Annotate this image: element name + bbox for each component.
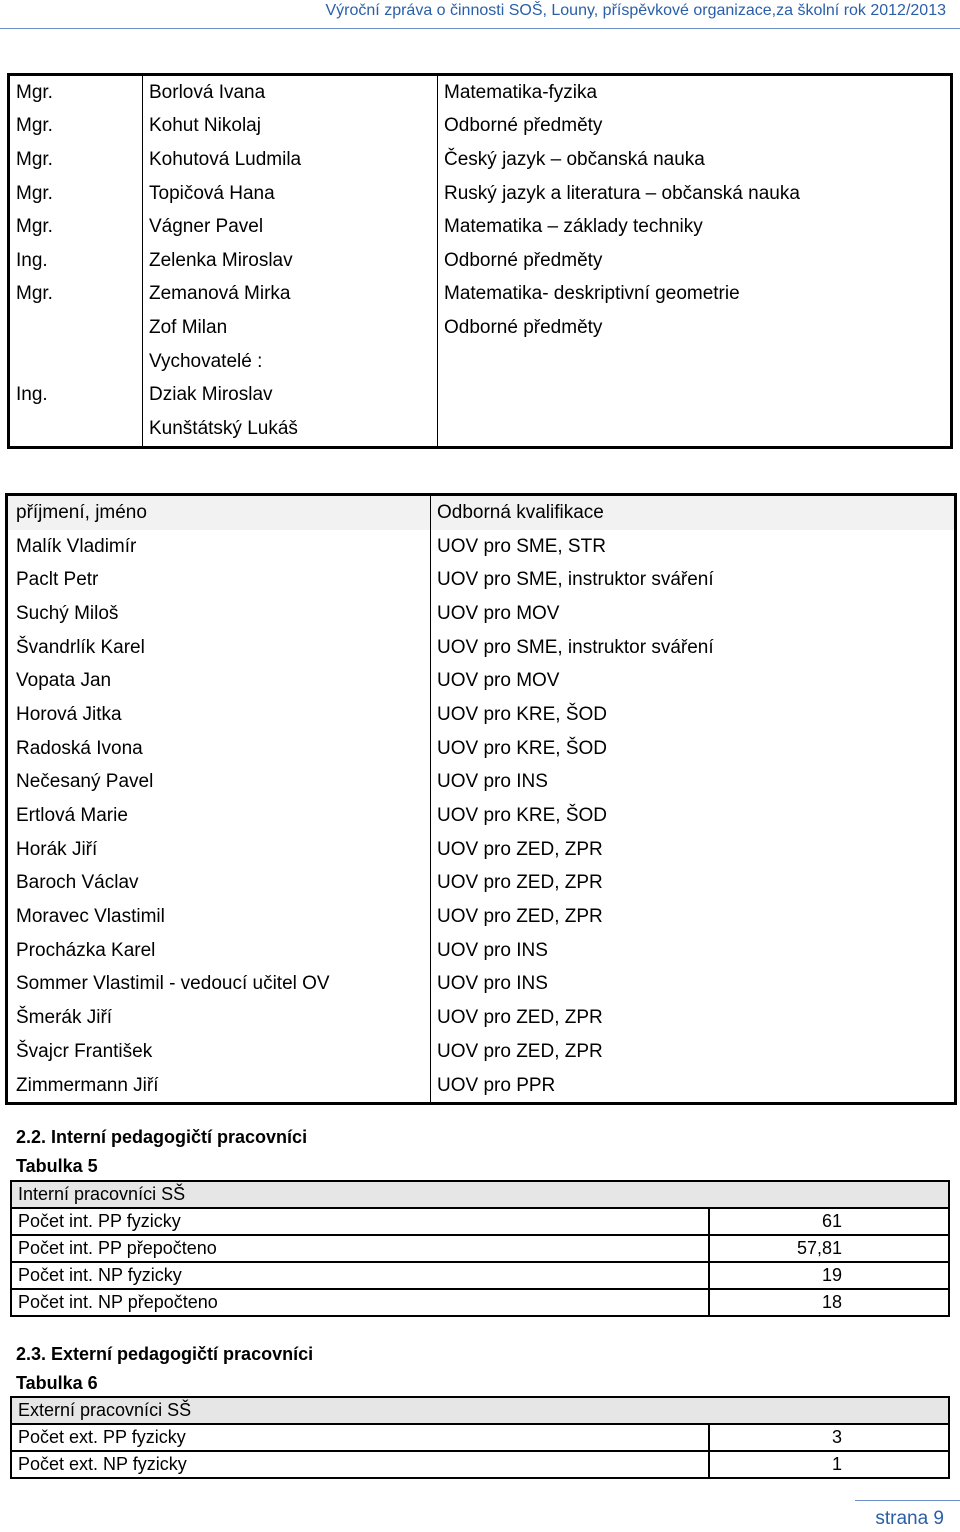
teacher-name: Zof Milan bbox=[143, 311, 438, 345]
instructor-name: Horák Jiří bbox=[7, 833, 431, 867]
table-row bbox=[7, 563, 956, 597]
instructor-name: Malík Vladimír bbox=[7, 530, 431, 564]
table-row bbox=[11, 1451, 949, 1478]
table-row bbox=[11, 1424, 949, 1451]
table-row bbox=[7, 597, 956, 631]
internal-staff-table bbox=[10, 1180, 950, 1317]
external-caption-row bbox=[11, 1397, 949, 1424]
instructor-name: Baroch Václav bbox=[7, 867, 431, 901]
table-row bbox=[7, 732, 956, 766]
instructor-qualification: UOV pro PPR bbox=[437, 1074, 556, 1096]
table-row bbox=[7, 631, 956, 665]
teacher-name: Zemanová Mirka bbox=[143, 278, 438, 312]
teacher-name: Topičová Hana bbox=[143, 177, 438, 211]
teacher-name: Kohut Nikolaj bbox=[143, 110, 438, 144]
teacher-name: Borlová Ivana bbox=[143, 75, 438, 110]
instructor-name: Nečesaný Pavel bbox=[7, 766, 431, 800]
teacher-subject bbox=[438, 378, 952, 412]
internal-stat-label: Počet int. PP fyzicky bbox=[11, 1208, 709, 1235]
table-row bbox=[9, 110, 952, 144]
external-section-title: 2.3. Externí pedagogičtí pracovníci bbox=[16, 1344, 314, 1364]
instructor-qualification: UOV pro KRE, ŠOD bbox=[437, 737, 607, 759]
teacher-title: Ing. bbox=[9, 244, 143, 278]
table-row bbox=[9, 378, 952, 412]
instructor-name: Radoská Ivona bbox=[7, 732, 431, 766]
table-row bbox=[11, 1289, 949, 1316]
teacher-title: Mgr. bbox=[9, 177, 143, 211]
table-row bbox=[7, 833, 956, 867]
instructor-qualification: UOV pro MOV bbox=[437, 602, 560, 624]
teacher-title: Mgr. bbox=[9, 110, 143, 144]
teacher-subject bbox=[438, 412, 952, 447]
table-row bbox=[7, 1035, 956, 1069]
instructor-name: Vopata Jan bbox=[7, 664, 431, 698]
instructor-name: Horová Jitka bbox=[7, 698, 431, 732]
internal-stat-value: 61 bbox=[709, 1208, 949, 1235]
table-row bbox=[9, 177, 952, 211]
table-row bbox=[9, 244, 952, 278]
table-row bbox=[7, 530, 956, 564]
internal-section-title: 2.2. Interní pedagogičtí pracovníci bbox=[16, 1127, 308, 1147]
table-row bbox=[9, 210, 952, 244]
instructor-name: Sommer Vlastimil - vedoucí učitel OV bbox=[7, 968, 431, 1002]
table-row bbox=[7, 934, 956, 968]
teacher-subject: Odborné předměty bbox=[444, 115, 603, 137]
table-row bbox=[9, 143, 952, 177]
internal-stat-value: 57,81 bbox=[709, 1235, 949, 1262]
instructor-name: Ertlová Marie bbox=[7, 799, 431, 833]
teacher-subject bbox=[438, 345, 952, 379]
external-table-label: Tabulka 6 bbox=[16, 1373, 98, 1393]
instructor-qualification: UOV pro ZED, ZPR bbox=[437, 872, 603, 894]
instructor-qualification: UOV pro SME, STR bbox=[437, 535, 606, 557]
external-stat-label: Počet ext. NP fyzicky bbox=[18, 1454, 187, 1474]
external-stat-value: 3 bbox=[709, 1424, 949, 1451]
instructor-name: Šmerák Jiří bbox=[7, 1001, 431, 1035]
instructor-qualification: UOV pro ZED, ZPR bbox=[437, 1007, 603, 1029]
teacher-title: Mgr. bbox=[9, 75, 143, 110]
instructors-header-name: příjmení, jméno bbox=[7, 495, 431, 530]
instructor-name: Švajcr František bbox=[7, 1035, 431, 1069]
teacher-name: Vychovatelé : bbox=[143, 345, 438, 379]
internal-table-label: Tabulka 5 bbox=[16, 1156, 98, 1176]
external-caption: Externí pracovníci SŠ bbox=[11, 1397, 949, 1424]
teacher-title: Mgr. bbox=[9, 278, 143, 312]
teacher-name: Dziak Miroslav bbox=[143, 378, 438, 412]
instructor-qualification: UOV pro MOV bbox=[437, 670, 560, 692]
internal-stat-label: Počet int. PP přepočteno bbox=[11, 1235, 709, 1262]
header-divider bbox=[0, 28, 960, 29]
table-row bbox=[7, 1069, 956, 1104]
instructors-table bbox=[5, 493, 957, 1105]
table-row bbox=[9, 75, 952, 110]
table-row bbox=[11, 1235, 949, 1262]
teacher-subject: Ruský jazyk a literatura – občanská nauka bbox=[444, 182, 800, 204]
table-row bbox=[7, 867, 956, 901]
instructor-qualification: UOV pro INS bbox=[437, 939, 548, 961]
teacher-subject: Matematika-fyzika bbox=[444, 81, 598, 103]
instructor-name: Paclt Petr bbox=[7, 563, 431, 597]
teacher-name: Kunštátský Lukáš bbox=[143, 412, 438, 447]
instructor-name: Procházka Karel bbox=[7, 934, 431, 968]
table-row bbox=[11, 1262, 949, 1289]
internal-stat-value: 19 bbox=[709, 1262, 949, 1289]
internal-stat-label: Počet int. NP přepočteno bbox=[18, 1292, 218, 1312]
instructor-qualification: UOV pro INS bbox=[437, 973, 548, 995]
internal-stat-value: 18 bbox=[709, 1289, 949, 1316]
teacher-title: Mgr. bbox=[9, 143, 143, 177]
teacher-subject: Matematika- deskriptivní geometrie bbox=[444, 283, 740, 305]
internal-caption: Interní pracovníci SŠ bbox=[11, 1181, 949, 1208]
teacher-title bbox=[9, 311, 143, 345]
table-row bbox=[7, 900, 956, 934]
instructor-name: Zimmermann Jiří bbox=[7, 1069, 431, 1104]
instructor-name: Švandrlík Karel bbox=[7, 631, 431, 665]
teacher-subject: Odborné předměty bbox=[444, 249, 603, 271]
instructor-qualification: UOV pro SME, instruktor sváření bbox=[437, 636, 714, 658]
footer-divider bbox=[855, 1500, 960, 1501]
table-row bbox=[11, 1208, 949, 1235]
teacher-subject: Odborné předměty bbox=[444, 316, 603, 338]
instructor-qualification: UOV pro INS bbox=[437, 771, 548, 793]
teacher-name: Vágner Pavel bbox=[143, 210, 438, 244]
instructor-qualification: UOV pro SME, instruktor sváření bbox=[437, 569, 714, 591]
table-row bbox=[9, 278, 952, 312]
page-number: strana 9 bbox=[875, 1508, 944, 1529]
instructor-name: Suchý Miloš bbox=[7, 597, 431, 631]
document-header: Výroční zpráva o činnosti SOŠ, Louny, příspěvkové organizace,za školní rok 2012/2013 bbox=[325, 2, 946, 19]
teacher-title: Mgr. bbox=[9, 210, 143, 244]
table-row bbox=[7, 664, 956, 698]
instructor-qualification: UOV pro KRE, ŠOD bbox=[437, 805, 607, 827]
teacher-name: Kohutová Ludmila bbox=[143, 143, 438, 177]
table-row bbox=[9, 345, 952, 379]
table-row bbox=[7, 766, 956, 800]
external-stat-value: 1 bbox=[709, 1451, 949, 1478]
internal-stat-label: Počet int. NP fyzicky bbox=[11, 1262, 709, 1289]
teacher-title bbox=[9, 345, 143, 379]
external-stat-label: Počet ext. PP fyzicky bbox=[11, 1424, 709, 1451]
table-row bbox=[7, 968, 956, 1002]
teacher-subject: Matematika – základy techniky bbox=[444, 216, 703, 238]
teacher-title bbox=[9, 412, 143, 447]
external-staff-table bbox=[10, 1396, 950, 1479]
table-row bbox=[9, 412, 952, 447]
teachers-table bbox=[7, 73, 953, 449]
instructors-header-qualification: Odborná kvalifikace bbox=[431, 495, 956, 530]
instructor-name: Moravec Vlastimil bbox=[7, 900, 431, 934]
teacher-title: Ing. bbox=[9, 378, 143, 412]
teacher-name: Zelenka Miroslav bbox=[143, 244, 438, 278]
instructor-qualification: UOV pro KRE, ŠOD bbox=[437, 703, 607, 725]
internal-caption-row bbox=[11, 1181, 949, 1208]
teacher-subject: Český jazyk – občanská nauka bbox=[444, 148, 705, 170]
table-row bbox=[7, 799, 956, 833]
table-row bbox=[9, 311, 952, 345]
instructor-qualification: UOV pro ZED, ZPR bbox=[437, 838, 603, 860]
instructors-header-row bbox=[7, 495, 956, 530]
table-row bbox=[7, 1001, 956, 1035]
instructor-qualification: UOV pro ZED, ZPR bbox=[437, 906, 603, 928]
instructor-qualification: UOV pro ZED, ZPR bbox=[437, 1040, 603, 1062]
table-row bbox=[7, 698, 956, 732]
